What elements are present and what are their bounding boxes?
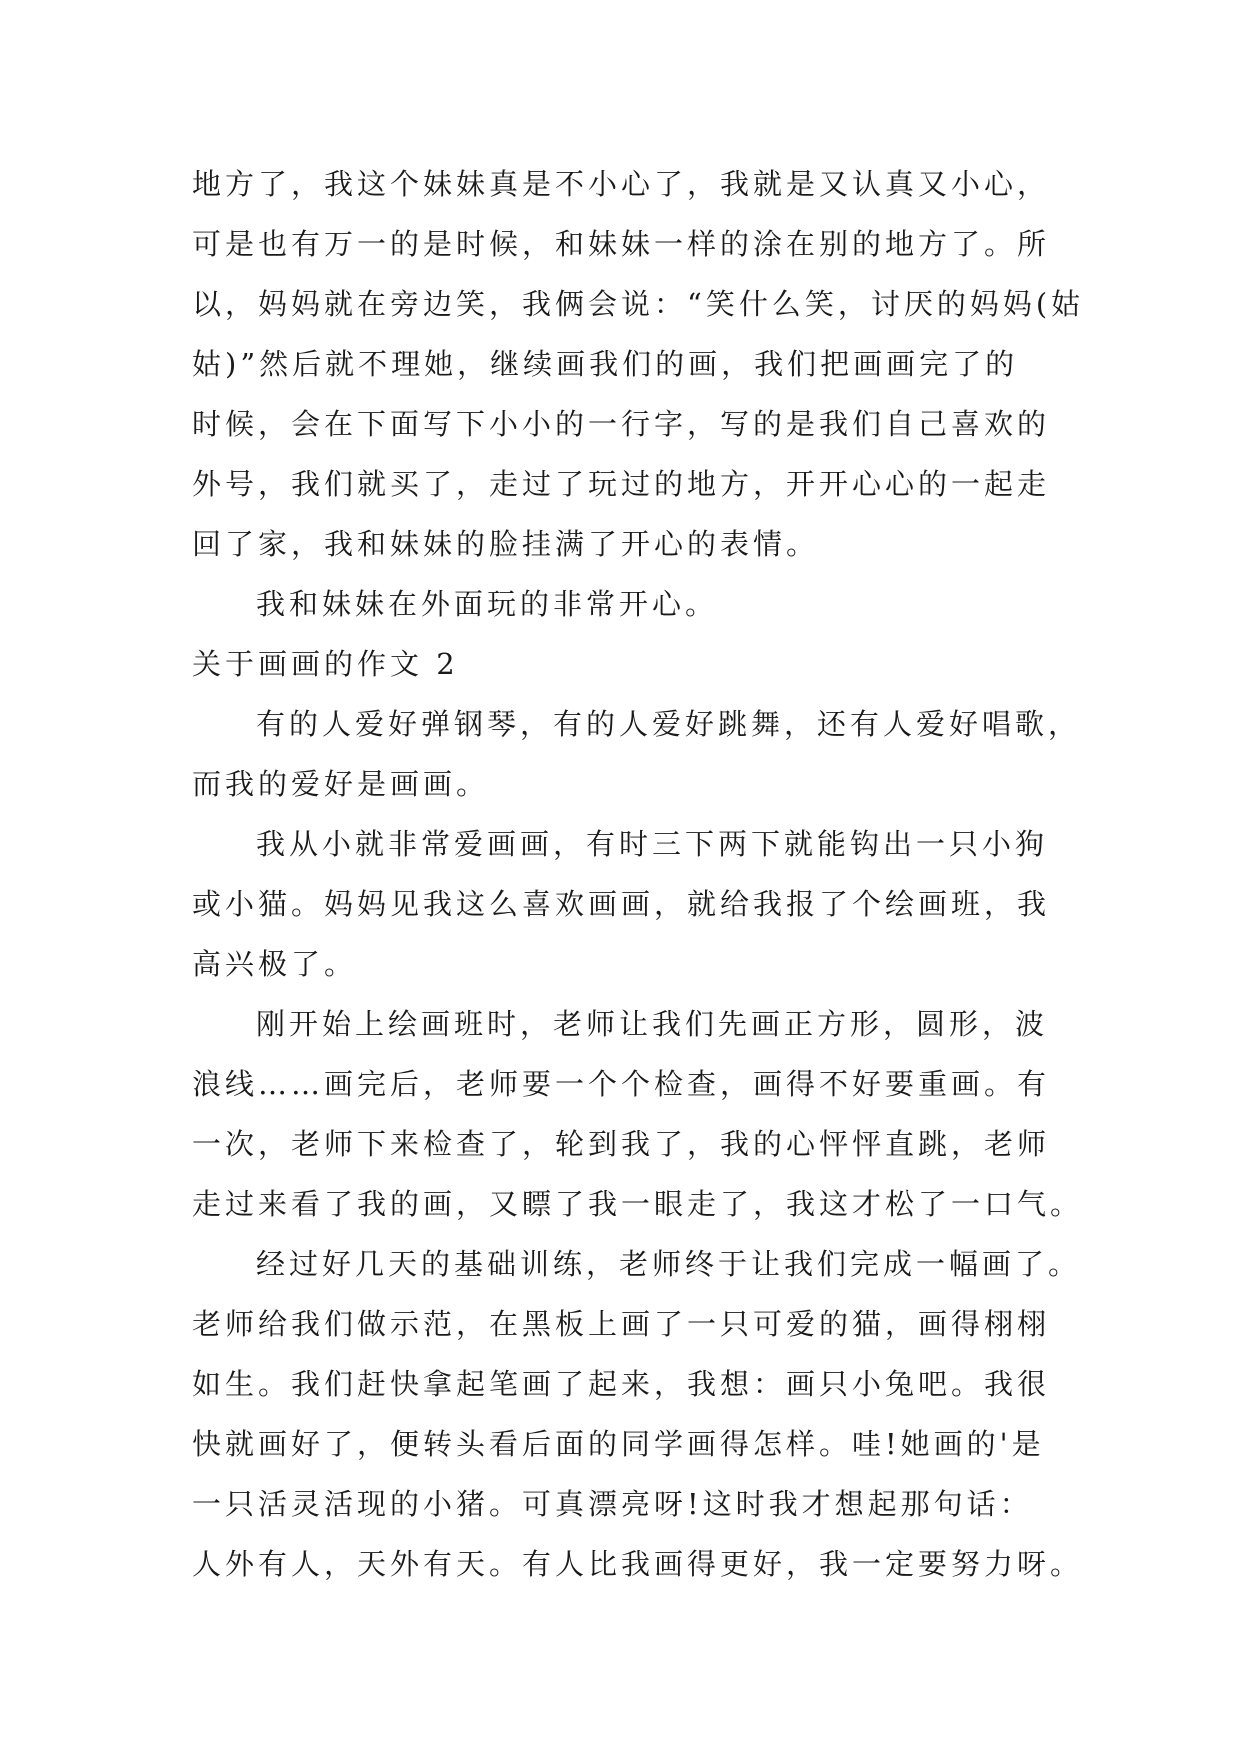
text-line: 或小猫。妈妈见我这么喜欢画画，就给我报了个绘画班，我 bbox=[192, 887, 1051, 921]
text-line: 快就画好了，便转头看后面的同学画得怎样。哇!她画的'是 bbox=[192, 1427, 1045, 1461]
paragraph-first-line: 刚开始上绘画班时，老师让我们先画正方形，圆形，波 bbox=[256, 1007, 1049, 1041]
section-heading: 关于画画的作文 2 bbox=[192, 647, 459, 681]
text-line: 可是也有万一的是时候，和妹妹一样的涂在别的地方了。所 bbox=[192, 227, 1051, 261]
text-line: 外号，我们就买了，走过了玩过的地方，开开心心的一起走 bbox=[192, 467, 1051, 501]
paragraph-first-line: 我从小就非常爱画画，有时三下两下就能钩出一只小狗 bbox=[256, 827, 1049, 861]
text-line: 走过来看了我的画，又瞟了我一眼走了，我这才松了一口气。 bbox=[192, 1187, 1084, 1221]
text-line: 一次，老师下来检查了，轮到我了，我的心怦怦直跳，老师 bbox=[192, 1127, 1051, 1161]
text-line: 如生。我们赶快拿起笔画了起来，我想：画只小兔吧。我很 bbox=[192, 1367, 1051, 1401]
document-body bbox=[192, 154, 1085, 1594]
text-line: 高兴极了。 bbox=[192, 947, 358, 981]
text-line: 人外有人，天外有天。有人比我画得更好，我一定要努力呀。 bbox=[192, 1547, 1084, 1581]
paragraph-first-line: 我和妹妹在外面玩的非常开心。 bbox=[256, 587, 719, 621]
paragraph-first-line: 经过好几天的基础训练，老师终于让我们完成一幅画了。 bbox=[256, 1247, 1082, 1281]
text-line: 以，妈妈就在旁边笑，我俩会说：“笑什么笑，讨厌的妈妈(姑 bbox=[192, 287, 1085, 321]
text-line: 一只活灵活现的小猪。可真漂亮呀!这时我才想起那句话： bbox=[192, 1487, 1033, 1521]
text-line: 地方了，我这个妹妹真是不小心了，我就是又认真又小心， bbox=[192, 167, 1051, 201]
text-line: 浪线……画完后，老师要一个个检查，画得不好要重画。有 bbox=[192, 1067, 1051, 1101]
text-line: 时候，会在下面写下小小的一行字，写的是我们自己喜欢的 bbox=[192, 407, 1051, 441]
paragraph-first-line: 有的人爱好弹钢琴，有的人爱好跳舞，还有人爱好唱歌， bbox=[256, 707, 1082, 741]
text-line: 回了家，我和妹妹的脸挂满了开心的表情。 bbox=[192, 527, 820, 561]
text-line: 姑)”然后就不理她，继续画我们的画，我们把画画完了的 bbox=[192, 347, 1019, 381]
text-line: 老师给我们做示范，在黑板上画了一只可爱的猫，画得栩栩 bbox=[192, 1307, 1051, 1341]
text-line: 而我的爱好是画画。 bbox=[192, 767, 490, 801]
